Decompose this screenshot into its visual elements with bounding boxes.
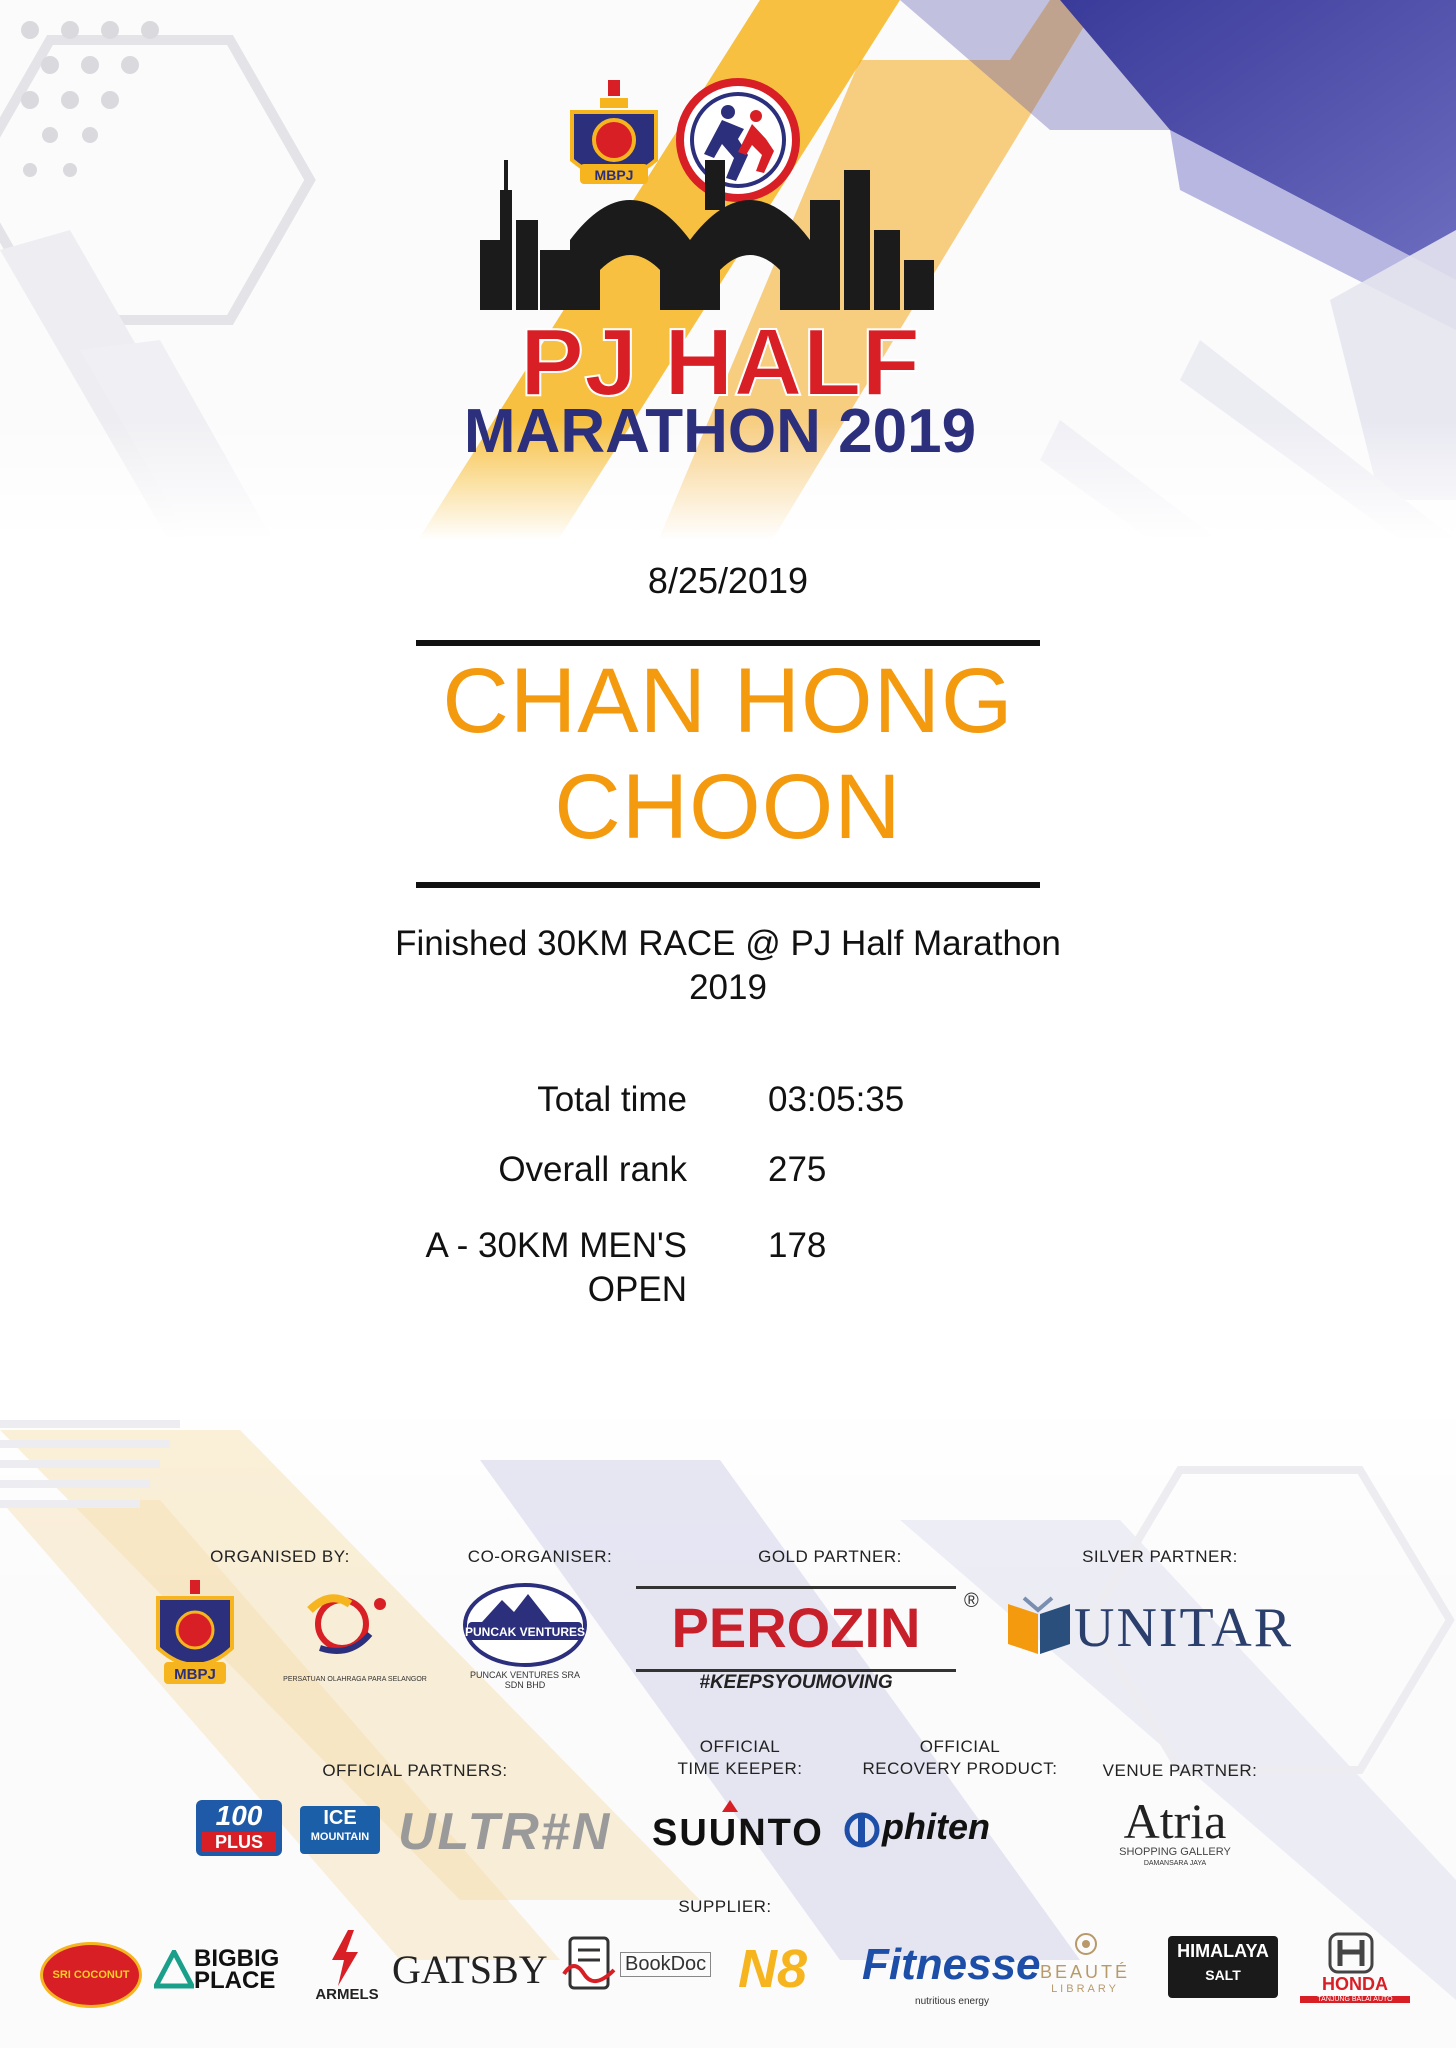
himalaya-line1: HIMALAYA xyxy=(1177,1941,1269,1961)
honda-h-icon xyxy=(1328,1932,1374,1974)
mbpj-logo xyxy=(150,1578,240,1690)
atria-subtitle: SHOPPING GALLERY xyxy=(1119,1846,1231,1858)
participant-name-line2: CHOON xyxy=(554,756,902,858)
gatsby-logo: GATSBY xyxy=(392,1947,548,1992)
gold-partner-label: GOLD PARTNER: xyxy=(758,1547,902,1566)
perozin-wordmark: PEROZIN xyxy=(671,1596,921,1659)
recovery-line2: RECOVERY PRODUCT: xyxy=(862,1759,1058,1778)
top-divider xyxy=(416,640,1040,646)
unitar-book-icon xyxy=(1004,1594,1074,1654)
puncak-caption-line1: PUNCAK VENTURES SRA xyxy=(469,1670,581,1680)
ice-mountain-top: ICE xyxy=(323,1807,357,1829)
bottom-divider xyxy=(416,882,1040,888)
para-selangor-caption: PERSATUAN OLAHRAGA PARA SELANGOR xyxy=(283,1676,427,1683)
category-line1: A - 30KM MEN'S xyxy=(425,1226,687,1265)
bigbig-line2: PLACE xyxy=(194,1967,276,1994)
runner-icon xyxy=(680,82,796,198)
skyline-icon xyxy=(480,160,934,310)
finished-text xyxy=(330,922,1126,1010)
perozin-registered-mark: ® xyxy=(964,1590,979,1612)
suunto-triangle-icon xyxy=(722,1800,738,1812)
official-partners-label: OFFICIAL PARTNERS: xyxy=(322,1761,508,1780)
recovery-line1: OFFICIAL xyxy=(919,1737,1001,1756)
finished-line2: 2019 xyxy=(689,968,767,1007)
n8-logo: N8 xyxy=(738,1939,808,1999)
bigbig-place-logo xyxy=(194,1945,280,1994)
honda-logo: HONDA xyxy=(1322,1974,1388,1994)
stat-label-total-time: Total time xyxy=(537,1080,687,1119)
bookdoc-logo: BookDoc xyxy=(620,1952,711,1977)
fitnesse-logo: Fitnesse xyxy=(862,1940,1041,1989)
sri-coconut-text: SRI COCONUT xyxy=(52,1969,130,1981)
beaute-flower-icon xyxy=(1072,1930,1100,1958)
svg-text:PUNCAK VENTURES: PUNCAK VENTURES xyxy=(464,1625,586,1639)
recovery-product-label xyxy=(850,1736,1070,1780)
suunto-logo: SUUNTO xyxy=(652,1812,824,1854)
svg-text:MBPJ: MBPJ xyxy=(174,1666,216,1683)
100plus-number: 100 xyxy=(215,1800,263,1831)
puncak-caption xyxy=(450,1670,600,1690)
venue-partner-label: VENUE PARTNER: xyxy=(1102,1761,1258,1780)
event-date: 8/25/2019 xyxy=(647,560,809,601)
beaute-line2: LIBRARY xyxy=(1051,1983,1119,1995)
perozin-tagline: #KEEPSYOUMOVING xyxy=(699,1672,893,1693)
stat-value-total-time: 03:05:35 xyxy=(768,1080,905,1119)
silver-partner-label: SILVER PARTNER: xyxy=(1082,1547,1238,1566)
stat-label-overall-rank: Overall rank xyxy=(498,1150,687,1189)
svg-text:PJ HALF: PJ HALF xyxy=(519,309,921,416)
category-line2: OPEN xyxy=(587,1270,687,1309)
armels-logo: ARMELS xyxy=(315,1986,379,2003)
ultron-logo: ULTR#N xyxy=(398,1803,612,1861)
co-organiser-label: CO-ORGANISER: xyxy=(467,1547,613,1566)
beaute-library-logo xyxy=(1030,1962,1140,1995)
puncak-caption-line2: SDN BHD xyxy=(504,1680,546,1690)
time-keeper-line2: TIME KEEPER: xyxy=(677,1759,803,1778)
participant-name xyxy=(300,648,1156,860)
ice-mountain-logo xyxy=(300,1806,380,1854)
bigbig-place-icon xyxy=(154,1950,194,1990)
event-logo xyxy=(460,60,980,460)
phiten-icon xyxy=(844,1812,880,1848)
100plus-text: PLUS xyxy=(202,1832,276,1852)
sri-coconut-logo xyxy=(40,1942,142,2008)
himalaya-salt-logo xyxy=(1168,1936,1278,1998)
armels-bolt-icon xyxy=(328,1930,362,1986)
stat-value-overall-rank: 275 xyxy=(768,1150,827,1189)
unitar-wordmark: UNITAR xyxy=(1074,1597,1294,1659)
participant-name-line1: CHAN HONG xyxy=(442,650,1014,752)
organised-by-label: ORGANISED BY: xyxy=(210,1547,350,1566)
para-selangor-logo xyxy=(280,1590,420,1670)
honda-subtitle: TANJUNG BALAI AUTO xyxy=(1300,1996,1410,2003)
supplier-label: SUPPLIER: xyxy=(678,1897,772,1916)
bigbig-line1: BIGBIG xyxy=(194,1945,280,1972)
time-keeper-label xyxy=(640,1736,840,1780)
time-keeper-line1: OFFICIAL xyxy=(699,1737,781,1756)
beaute-line1: BEAUTÉ xyxy=(1039,1962,1131,1982)
bookdoc-icon xyxy=(560,1934,620,2000)
svg-text:MBPJ: MBPJ xyxy=(594,167,634,183)
svg-text:MARATHON 2019: MARATHON 2019 xyxy=(463,397,977,460)
atria-logo: Atria xyxy=(1123,1793,1227,1849)
finished-line1: Finished 30KM RACE @ PJ Half Marathon xyxy=(395,924,1061,963)
fitnesse-tagline: nutritious energy xyxy=(915,1996,989,2007)
stat-label-category xyxy=(187,1224,687,1312)
himalaya-line2: SALT xyxy=(1205,1967,1241,1983)
puncak-ventures-logo xyxy=(462,1582,588,1668)
phiten-logo: phiten xyxy=(882,1806,990,1847)
perozin-logo xyxy=(636,1586,956,1672)
100plus-logo xyxy=(196,1800,282,1856)
atria-subtitle2: DAMANSARA JAYA xyxy=(1143,1860,1207,1867)
ice-mountain-bottom: MOUNTAIN xyxy=(310,1831,370,1843)
stat-value-category-rank: 178 xyxy=(768,1226,827,1265)
